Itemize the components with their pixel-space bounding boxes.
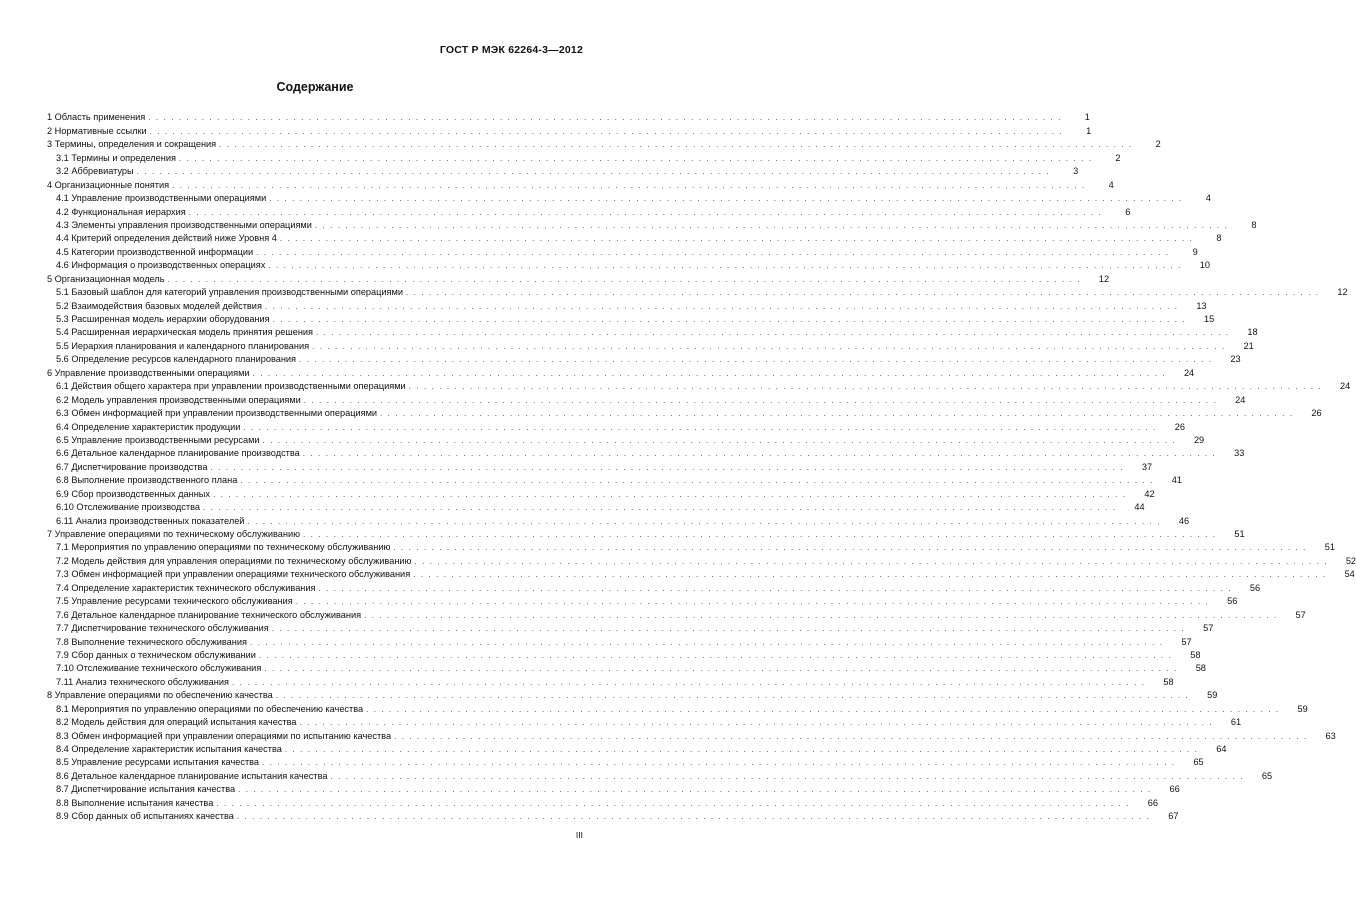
toc-entry[interactable] — [47, 513, 1190, 526]
toc-entry-title: 6.4 Определение характеристик продукции — [56, 421, 241, 432]
toc-entry-title: 5.6 Определение ресурсов календарного планирования — [56, 354, 297, 365]
toc-entry[interactable] — [47, 312, 1215, 325]
toc-entry-title: 7.7 Диспетчирование технического обслуживания — [56, 623, 269, 634]
toc-entry[interactable] — [47, 218, 1257, 231]
toc-entry-title: 8.4 Определение характеристик испытания качества — [56, 744, 282, 754]
toc-entry-page: 13 — [1196, 300, 1207, 311]
toc-entry-page: 23 — [1230, 354, 1241, 365]
toc-entry-page: 52 — [1345, 555, 1356, 566]
toc-entry-page: 65 — [1193, 757, 1204, 768]
dot-leader: . . . . . . . . . . . . . . . . . . . . . . . . . . . . . . . . . . . . . . . . . . . . . . . . . . . . . . . . . . . . . . . . . . . . . . . . . . . . . . . . . . . . . . . . . . . . . . . . . . . . . . . . . . . . . . . . . . . . . . . . — [264, 301, 1179, 311]
dot-leader: . . . . . . . . . . . . . . . . . . . . . . . . . . . . . . . . . . . . . . . . . . . . . . . . . . . . . . . . . . . . . . . . . . . . . . . . . . . . . . . . . . . . . . . . . . . . . . . . . . . . . . . . . . . . . . . . . . . . . . . . — [212, 489, 1127, 499]
dot-leader: . . . . . . . . . . . . . . . . . . . . . . . . . . . . . . . . . . . . . . . . . . . . . . . . . . . . . . . . . . . . . . . . . . . . . . . . . . . . . . . . . . . . . . . . . . . . . . . . . . . . . . . . . . . . . . . . . . . . . . . . — [178, 153, 1093, 163]
dot-leader: . . . . . . . . . . . . . . . . . . . . . . . . . . . . . . . . . . . . . . . . . . . . . . . . . . . . . . . . . . . . . . . . . . . . . . . . . . . . . . . . . . . . . . . . . . . . . . . . . . . . . . . . . . . . . . . . . . . . . . . . — [202, 503, 1117, 513]
toc-entry[interactable] — [47, 540, 1336, 553]
dot-leader: . . . . . . . . . . . . . . . . . . . . . . . . . . . . . . . . . . . . . . . . . . . . . . . . . . . . . . . . . . . . . . . . . . . . . . . . . . . . . . . . . . . . . . . . . . . . . . . . . . . . . . . . . . . . . . . . . . . . . . . . — [413, 570, 1327, 580]
toc-entry-title: 4.2 Функциональная иерархия — [56, 206, 186, 217]
toc-entry-title: 5.3 Расширенная модель иерархии оборудования — [56, 314, 270, 324]
toc-entry-title: 3.1 Термины и определения — [56, 152, 176, 163]
toc-entry-page: 61 — [1230, 717, 1242, 728]
toc-entry[interactable] — [47, 661, 1206, 674]
toc-entry[interactable] — [47, 285, 1348, 298]
toc-entry[interactable] — [47, 244, 1198, 257]
dot-leader: . . . . . . . . . . . . . . . . . . . . . . . . . . . . . . . . . . . . . . . . . . . . . . . . . . . . . . . . . . . . . . . . . . . . . . . . . . . . . . . . . . . . . . . . . . . . . . . . . . . . . . . . . . . . . . . . . . . . . . . . — [394, 731, 1308, 741]
toc-entry-title: 8.8 Выполнение испытания качества — [56, 797, 214, 808]
toc-entry[interactable] — [47, 338, 1254, 351]
toc-entry-title: 6.8 Выполнение производственного плана — [56, 475, 238, 486]
toc-entry[interactable] — [47, 782, 1180, 795]
toc-entry-page: 57 — [1295, 609, 1306, 620]
dot-leader: . . . . . . . . . . . . . . . . . . . . . . . . . . . . . . . . . . . . . . . . . . . . . . . . . . . . . . . . . . . . . . . . . . . . . . . . . . . . . . . . . . . . . . . . . . . . . . . . . . . . . . . . . . . . . . . . . . . . . . . . — [238, 785, 1152, 795]
toc-entry[interactable] — [47, 621, 1214, 634]
dot-leader: . . . . . . . . . . . . . . . . . . . . . . . . . . . . . . . . . . . . . . . . . . . . . . . . . . . . . . . . . . . . . . . . . . . . . . . . . . . . . . . . . . . . . . . . . . . . . . . . . . . . . . . . . . . . . . . . . . . . . . . . — [405, 288, 1320, 298]
toc-entry-title: 5.4 Расширенная иерархическая модель принятия решения — [56, 327, 314, 338]
dot-leader: . . . . . . . . . . . . . . . . . . . . . . . . . . . . . . . . . . . . . . . . . . . . . . . . . . . . . . . . . . . . . . . . . . . . . . . . . . . . . . . . . . . . . . . . . . . . . . . . . . . . . . . . . . . . . . . . . . . . . . . . — [219, 140, 1133, 150]
toc-entry-page: 64 — [1216, 744, 1227, 754]
toc-entry-title: 6.1 Действия общего характера при управлении производственными операциями — [56, 381, 406, 392]
toc-entry-page: 65 — [1261, 770, 1273, 781]
toc-entry[interactable] — [47, 365, 1195, 378]
toc-entry-page: 44 — [1134, 502, 1145, 513]
toc-entry-title: 8.2 Модель действия для операций испытания качества — [56, 717, 297, 728]
toc-entry-title: 7 Управление операциями по техническому обслуживанию — [47, 529, 300, 539]
toc-entry-title: 4 Организационные понятия — [47, 179, 170, 190]
toc-entry-page: 37 — [1141, 461, 1153, 472]
toc-entry-title: 8.6 Детальное календарное планирование испытания качества — [56, 770, 328, 781]
toc-entry-title: 8.5 Управление ресурсами испытания качества — [56, 757, 260, 768]
toc-entry-title: 4.3 Элементы управления производственными операциями — [56, 219, 312, 230]
dot-leader: . . . . . . . . . . . . . . . . . . . . . . . . . . . . . . . . . . . . . . . . . . . . . . . . . . . . . . . . . . . . . . . . . . . . . . . . . . . . . . . . . . . . . . . . . . . . . . . . . . . . . . . . . . . . . . . . . . . . . . . . — [408, 382, 1323, 392]
dot-leader: . . . . . . . . . . . . . . . . . . . . . . . . . . . . . . . . . . . . . . . . . . . . . . . . . . . . . . . . . . . . . . . . . . . . . . . . . . . . . . . . . . . . . . . . . . . . . . . . . . . . . . . . . . . . . . . . . . . . . . . . — [318, 583, 1233, 593]
dot-leader: . . . . . . . . . . . . . . . . . . . . . . . . . . . . . . . . . . . . . . . . . . . . . . . . . . . . . . . . . . . . . . . . . . . . . . . . . . . . . . . . . . . . . . . . . . . . . . . . . . . . . . . . . . . . . . . . . . . . . . . . — [303, 530, 1217, 539]
toc-entry-page: 58 — [1163, 676, 1174, 687]
toc-entry-page: 59 — [1207, 690, 1218, 701]
toc-entry-title: 4.6 Информация о производственных операциях — [56, 260, 266, 271]
toc-entry[interactable] — [47, 688, 1218, 701]
dot-leader: . . . . . . . . . . . . . . . . . . . . . . . . . . . . . . . . . . . . . . . . . . . . . . . . . . . . . . . . . . . . . . . . . . . . . . . . . . . . . . . . . . . . . . . . . . . . . . . . . . . . . . . . . . . . . . . . . . . . . . . . — [240, 476, 1154, 486]
dot-leader: . . . . . . . . . . . . . . . . . . . . . . . . . . . . . . . . . . . . . . . . . . . . . . . . . . . . . . . . . . . . . . . . . . . . . . . . . . . . . . . . . . . . . . . . . . . . . . . . . . . . . . . . . . . . . . . . . . . . . . . . — [316, 328, 1230, 338]
toc-entry-title: 8.9 Сбор данных об испытаниях качества — [56, 811, 234, 822]
toc-entry-title: 7.10 Отслеживание технического обслуживания — [56, 663, 262, 674]
dot-leader: . . . . . . . . . . . . . . . . . . . . . . . . . . . . . . . . . . . . . . . . . . . . . . . . . . . . . . . . . . . . . . . . . . . . . . . . . . . . . . . . . . . . . . . . . . . . . . . . . . . . . . . . . . . . . . . . . . . . . . . . — [414, 556, 1329, 566]
toc-entry[interactable] — [47, 768, 1273, 781]
dot-leader: . . . . . . . . . . . . . . . . . . . . . . . . . . . . . . . . . . . . . . . . . . . . . . . . . . . . . . . . . . . . . . . . . . . . . . . . . . . . . . . . . . . . . . . . . . . . . . . . . . . . . . . . . . . . . . . . . . . . . . . . — [299, 718, 1214, 728]
toc-entry[interactable] — [47, 137, 1161, 150]
table-of-contents — [47, 110, 1356, 822]
toc-entry-page: 8 — [1216, 233, 1222, 244]
dot-leader: . . . . . . . . . . . . . . . . . . . . . . . . . . . . . . . . . . . . . . . . . . . . . . . . . . . . . . . . . . . . . . . . . . . . . . . . . . . . . . . . . . . . . . . . . . . . . . . . . . . . . . . . . . . . . . . . . . . . . . . . — [210, 462, 1125, 472]
toc-entry[interactable] — [47, 567, 1355, 580]
dot-leader: . . . . . . . . . . . . . . . . . . . . . . . . . . . . . . . . . . . . . . . . . . . . . . . . . . . . . . . . . . . . . . . . . . . . . . . . . . . . . . . . . . . . . . . . . . . . . . . . . . . . . . . . . . . . . . . . . . . . . . . . — [264, 664, 1178, 674]
toc-entry[interactable] — [47, 459, 1153, 472]
toc-entry[interactable] — [47, 406, 1322, 419]
dot-leader: . . . . . . . . . . . . . . . . . . . . . . . . . . . . . . . . . . . . . . . . . . . . . . . . . . . . . . . . . . . . . . . . . . . . . . . . . . . . . . . . . . . . . . . . . . . . . . . . . . . . . . . . . . . . . . . . . . . . . . . . — [275, 691, 1190, 701]
toc-entry-page: 29 — [1193, 434, 1205, 445]
toc-entry[interactable] — [47, 728, 1336, 741]
toc-entry-page: 58 — [1195, 663, 1206, 674]
toc-entry-page: 24 — [1340, 381, 1351, 392]
toc-entry-title: 5 Организационная модель — [47, 273, 165, 284]
dot-leader: . . . . . . . . . . . . . . . . . . . . . . . . . . . . . . . . . . . . . . . . . . . . . . . . . . . . . . . . . . . . . . . . . . . . . . . . . . . . . . . . . . . . . . . . . . . . . . . . . . . . . . . . . . . . . . . . . . . . . . . . — [236, 812, 1151, 822]
toc-entry-page: 57 — [1203, 623, 1214, 634]
dot-leader: . . . . . . . . . . . . . . . . . . . . . . . . . . . . . . . . . . . . . . . . . . . . . . . . . . . . . . . . . . . . . . . . . . . . . . . . . . . . . . . . . . . . . . . . . . . . . . . . . . . . . . . . . . . . . . . . . . . . . . . . — [243, 422, 1157, 432]
dot-leader: . . . . . . . . . . . . . . . . . . . . . . . . . . . . . . . . . . . . . . . . . . . . . . . . . . . . . . . . . . . . . . . . . . . . . . . . . . . . . . . . . . . . . . . . . . . . . . . . . . . . . . . . . . . . . . . . . . . . . . . . — [258, 650, 1173, 660]
toc-entry-title: 7.9 Сбор данных о техническом обслуживании — [56, 649, 256, 660]
toc-entry-page: 21 — [1243, 340, 1254, 351]
toc-entry[interactable] — [47, 634, 1192, 647]
toc-entry-title: 6.3 Обмен информацией при управлении производственными операциями — [56, 408, 378, 419]
toc-entry-page: 66 — [1147, 797, 1158, 808]
toc-entry-page: 42 — [1144, 488, 1155, 499]
toc-entry-title: 8.7 Диспетчирование испытания качества — [56, 784, 236, 795]
toc-entry-page: 4 — [1205, 193, 1211, 204]
toc-entry-page: 2 — [1155, 139, 1161, 150]
toc-entry-page: 33 — [1234, 448, 1245, 459]
toc-entry-page: 8 — [1251, 219, 1257, 230]
toc-entry[interactable] — [47, 527, 1245, 540]
dot-leader: . . . . . . . . . . . . . . . . . . . . . . . . . . . . . . . . . . . . . . . . . . . . . . . . . . . . . . . . . . . . . . . . . . . . . . . . . . . . . . . . . . . . . . . . . . . . . . . . . . . . . . . . . . . . . . . . . . . . . . . . — [188, 207, 1103, 217]
toc-entry[interactable] — [47, 674, 1174, 687]
toc-entry-title: 7.5 Управление ресурсами технического обслуживания — [56, 596, 293, 607]
dot-leader: . . . . . . . . . . . . . . . . . . . . . . . . . . . . . . . . . . . . . . . . . . . . . . . . . . . . . . . . . . . . . . . . . . . . . . . . . . . . . . . . . . . . . . . . . . . . . . . . . . . . . . . . . . . . . . . . . . . . . . . . — [295, 597, 1210, 607]
toc-entry[interactable] — [47, 419, 1185, 432]
toc-entry[interactable] — [47, 298, 1207, 311]
dot-leader: . . . . . . . . . . . . . . . . . . . . . . . . . . . . . . . . . . . . . . . . . . . . . . . . . . . . . . . . . . . . . . . . . . . . . . . . . . . . . . . . . . . . . . . . . . . . . . . . . . . . . . . . . . . . . . . . . . . . . . . . — [299, 355, 1213, 365]
toc-entry[interactable] — [47, 809, 1179, 822]
toc-entry[interactable] — [47, 191, 1211, 204]
dot-leader: . . . . . . . . . . . . . . . . . . . . . . . . . . . . . . . . . . . . . . . . . . . . . . . . . . . . . . . . . . . . . . . . . . . . . . . . . . . . . . . . . . . . . . . . . . . . . . . . . . . . . . . . . . . . . . . . . . . . . . . . — [148, 113, 1062, 123]
toc-entry[interactable] — [47, 231, 1222, 244]
toc-entry[interactable] — [47, 580, 1261, 593]
toc-entry-page: 66 — [1169, 784, 1180, 795]
toc-entry-page: 41 — [1171, 475, 1182, 486]
dot-leader: . . . . . . . . . . . . . . . . . . . . . . . . . . . . . . . . . . . . . . . . . . . . . . . . . . . . . . . . . . . . . . . . . . . . . . . . . . . . . . . . . . . . . . . . . . . . . . . . . . . . . . . . . . . . . . . . . . . . . . . . — [167, 274, 1082, 284]
toc-entry[interactable] — [47, 701, 1308, 714]
toc-entry[interactable] — [47, 500, 1145, 513]
toc-entry[interactable] — [47, 204, 1131, 217]
toc-entry-title: 7.6 Детальное календарное планирование технического обслуживания — [56, 609, 362, 620]
toc-entry-title: 6.10 Отслеживание производства — [56, 502, 200, 513]
toc-entry-title: 6.9 Сбор производственных данных — [56, 488, 210, 499]
dot-leader: . . . . . . . . . . . . . . . . . . . . . . . . . . . . . . . . . . . . . . . . . . . . . . . . . . . . . . . . . . . . . . . . . . . . . . . . . . . . . . . . . . . . . . . . . . . . . . . . . . . . . . . . . . . . . . . . . . . . . . . . — [256, 247, 1170, 257]
toc-entry-page: 63 — [1325, 730, 1336, 741]
toc-entry-title: 8 Управление операциями по обеспечению качества — [47, 690, 273, 701]
toc-entry-title: 6.7 Диспетчирование производства — [56, 461, 208, 472]
toc-entry-title: 1 Область применения — [47, 112, 146, 123]
toc-entry-title: 6.6 Детальное календарное планирование производства — [56, 448, 300, 459]
toc-entry-title: 8.1 Мероприятия по управлению операциями по обеспечению качества — [56, 703, 364, 714]
toc-entry[interactable] — [47, 755, 1204, 768]
toc-entry[interactable] — [47, 473, 1182, 486]
toc-entry-title: 6.2 Модель управления производственными операциями — [56, 394, 301, 405]
dot-leader: . . . . . . . . . . . . . . . . . . . . . . . . . . . . . . . . . . . . . . . . . . . . . . . . . . . . . . . . . . . . . . . . . . . . . . . . . . . . . . . . . . . . . . . . . . . . . . . . . . . . . . . . . . . . . . . . . . . . . . . . — [314, 220, 1229, 230]
toc-entry[interactable] — [47, 258, 1210, 271]
dot-leader: . . . . . . . . . . . . . . . . . . . . . . . . . . . . . . . . . . . . . . . . . . . . . . . . . . . . . . . . . . . . . . . . . . . . . . . . . . . . . . . . . . . . . . . . . . . . . . . . . . . . . . . . . . . . . . . . . . . . . . . . — [262, 435, 1177, 445]
toc-entry[interactable] — [47, 715, 1242, 728]
toc-entry-page: 26 — [1174, 421, 1185, 432]
dot-leader: . . . . . . . . . . . . . . . . . . . . . . . . . . . . . . . . . . . . . . . . . . . . . . . . . . . . . . . . . . . . . . . . . . . . . . . . . . . . . . . . . . . . . . . . . . . . . . . . . . . . . . . . . . . . . . . . . . . . . . . . — [252, 368, 1167, 378]
toc-entry[interactable] — [47, 607, 1306, 620]
toc-entry-title: 7.2 Модель действия для управления операциями по техническому обслуживанию — [56, 555, 412, 566]
toc-entry-page: 4 — [1108, 179, 1114, 190]
dot-leader: . . . . . . . . . . . . . . . . . . . . . . . . . . . . . . . . . . . . . . . . . . . . . . . . . . . . . . . . . . . . . . . . . . . . . . . . . . . . . . . . . . . . . . . . . . . . . . . . . . . . . . . . . . . . . . . . . . . . . . . . — [216, 798, 1130, 808]
toc-entry-page: 18 — [1247, 327, 1258, 338]
toc-entry-page: 67 — [1168, 811, 1179, 822]
toc-entry-page: 10 — [1199, 260, 1210, 271]
toc-entry[interactable] — [47, 123, 1092, 136]
dot-leader: . . . . . . . . . . . . . . . . . . . . . . . . . . . . . . . . . . . . . . . . . . . . . . . . . . . . . . . . . . . . . . . . . . . . . . . . . . . . . . . . . . . . . . . . . . . . . . . . . . . . . . . . . . . . . . . . . . . . . . . . — [380, 409, 1294, 419]
toc-entry-page: 24 — [1235, 394, 1246, 405]
toc-entry-title: 4.1 Управление производственными операциями — [56, 193, 267, 204]
toc-entry[interactable] — [47, 486, 1155, 499]
toc-entry-page: 1 — [1086, 125, 1092, 136]
toc-entry-page: 26 — [1311, 408, 1322, 419]
toc-entry-page: 3 — [1073, 166, 1079, 177]
toc-entry[interactable] — [47, 150, 1121, 163]
toc-entry-title: 4.5 Категории производственной информации — [56, 246, 254, 257]
toc-entry-title: 6.11 Анализ производственных показателей — [56, 515, 245, 526]
toc-entry[interactable] — [47, 271, 1110, 284]
toc-entry[interactable] — [47, 594, 1238, 607]
toc-entry-page: 54 — [1344, 569, 1355, 580]
toc-entry-page: 58 — [1190, 649, 1201, 660]
toc-entry-page: 9 — [1192, 246, 1198, 257]
dot-leader: . . . . . . . . . . . . . . . . . . . . . . . . . . . . . . . . . . . . . . . . . . . . . . . . . . . . . . . . . . . . . . . . . . . . . . . . . . . . . . . . . . . . . . . . . . . . . . . . . . . . . . . . . . . . . . . . . . . . . . . . — [149, 126, 1064, 136]
toc-entry-page: 12 — [1337, 287, 1348, 298]
toc-entry-page: 2 — [1115, 152, 1121, 163]
toc-title: Содержание — [276, 80, 354, 94]
dot-leader: . . . . . . . . . . . . . . . . . . . . . . . . . . . . . . . . . . . . . . . . . . . . . . . . . . . . . . . . . . . . . . . . . . . . . . . . . . . . . . . . . . . . . . . . . . . . . . . . . . . . . . . . . . . . . . . . . . . . . . . . — [303, 395, 1218, 405]
page-number: III — [575, 830, 583, 840]
dot-leader: . . . . . . . . . . . . . . . . . . . . . . . . . . . . . . . . . . . . . . . . . . . . . . . . . . . . . . . . . . . . . . . . . . . . . . . . . . . . . . . . . . . . . . . . . . . . . . . . . . . . . . . . . . . . . . . . . . . . . . . . — [330, 771, 1245, 781]
dot-leader: . . . . . . . . . . . . . . . . . . . . . . . . . . . . . . . . . . . . . . . . . . . . . . . . . . . . . . . . . . . . . . . . . . . . . . . . . . . . . . . . . . . . . . . . . . . . . . . . . . . . . . . . . . . . . . . . . . . . . . . . — [249, 637, 1164, 647]
dot-leader: . . . . . . . . . . . . . . . . . . . . . . . . . . . . . . . . . . . . . . . . . . . . . . . . . . . . . . . . . . . . . . . . . . . . . . . . . . . . . . . . . . . . . . . . . . . . . . . . . . . . . . . . . . . . . . . . . . . . . . . . — [269, 194, 1183, 204]
toc-entry-page: 51 — [1234, 529, 1245, 539]
toc-entry-page: 1 — [1084, 112, 1090, 123]
toc-entry[interactable] — [47, 648, 1201, 661]
toc-entry-page: 15 — [1204, 314, 1215, 324]
toc-entry[interactable] — [47, 392, 1246, 405]
document-header: ГОСТ Р МЭК 62264-3—2012 — [439, 44, 583, 56]
toc-entry-title: 6.5 Управление производственными ресурсами — [56, 434, 260, 445]
toc-entry-title: 5.1 Базовый шаблон для категорий управления производственными операциями — [56, 287, 403, 298]
toc-entry-page: 6 — [1125, 206, 1131, 217]
toc-entry-title: 7.3 Обмен информацией при управлении операциями технического обслуживания — [56, 569, 411, 580]
toc-entry[interactable] — [47, 164, 1079, 177]
dot-leader: . . . . . . . . . . . . . . . . . . . . . . . . . . . . . . . . . . . . . . . . . . . . . . . . . . . . . . . . . . . . . . . . . . . . . . . . . . . . . . . . . . . . . . . . . . . . . . . . . . . . . . . . . . . . . . . . . . . . . . . . — [272, 315, 1187, 324]
toc-entry[interactable] — [47, 553, 1356, 566]
toc-entry[interactable] — [47, 433, 1205, 446]
toc-entry-title: 3 Термины, определения и сокращения — [47, 139, 217, 150]
dot-leader: . . . . . . . . . . . . . . . . . . . . . . . . . . . . . . . . . . . . . . . . . . . . . . . . . . . . . . . . . . . . . . . . . . . . . . . . . . . . . . . . . . . . . . . . . . . . . . . . . . . . . . . . . . . . . . . . . . . . . . . . — [136, 167, 1051, 177]
toc-entry-page: 12 — [1098, 273, 1110, 284]
toc-entry-title: 3.2 Аббревиатуры — [56, 166, 134, 177]
dot-leader: . . . . . . . . . . . . . . . . . . . . . . . . . . . . . . . . . . . . . . . . . . . . . . . . . . . . . . . . . . . . . . . . . . . . . . . . . . . . . . . . . . . . . . . . . . . . . . . . . . . . . . . . . . . . . . . . . . . . . . . . — [366, 704, 1280, 714]
toc-entry-page: 59 — [1297, 703, 1308, 714]
toc-entry-page: 56 — [1227, 596, 1238, 607]
toc-entry-title: 5.2 Взаимодействия базовых моделей действия — [56, 300, 262, 311]
dot-leader: . . . . . . . . . . . . . . . . . . . . . . . . . . . . . . . . . . . . . . . . . . . . . . . . . . . . . . . . . . . . . . . . . . . . . . . . . . . . . . . . . . . . . . . . . . . . . . . . . . . . . . . . . . . . . . . . . . . . . . . . — [393, 543, 1308, 553]
toc-entry-page: 46 — [1178, 515, 1190, 526]
dot-leader: . . . . . . . . . . . . . . . . . . . . . . . . . . . . . . . . . . . . . . . . . . . . . . . . . . . . . . . . . . . . . . . . . . . . . . . . . . . . . . . . . . . . . . . . . . . . . . . . . . . . . . . . . . . . . . . . . . . . . . . . — [247, 516, 1162, 526]
toc-entry[interactable] — [47, 325, 1258, 338]
toc-entry[interactable] — [47, 446, 1245, 459]
dot-leader: . . . . . . . . . . . . . . . . . . . . . . . . . . . . . . . . . . . . . . . . . . . . . . . . . . . . . . . . . . . . . . . . . . . . . . . . . . . . . . . . . . . . . . . . . . . . . . . . . . . . . . . . . . . . . . . . . . . . . . . . — [284, 745, 1199, 754]
toc-entry-title: 2 Нормативные ссылки — [47, 125, 147, 136]
toc-entry-page: 24 — [1183, 367, 1195, 378]
toc-entry-title: 8.3 Обмен информацией при управлении операциями по испытанию качества — [56, 730, 392, 741]
dot-leader: . . . . . . . . . . . . . . . . . . . . . . . . . . . . . . . . . . . . . . . . . . . . . . . . . . . . . . . . . . . . . . . . . . . . . . . . . . . . . . . . . . . . . . . . . . . . . . . . . . . . . . . . . . . . . . . . . . . . . . . . — [364, 610, 1278, 620]
toc-entry-page: 57 — [1181, 636, 1192, 647]
toc-entry-title: 6 Управление производственными операциями — [47, 367, 250, 378]
toc-entry[interactable] — [47, 110, 1090, 123]
toc-entry-title: 7.11 Анализ технического обслуживания — [56, 676, 229, 687]
dot-leader: . . . . . . . . . . . . . . . . . . . . . . . . . . . . . . . . . . . . . . . . . . . . . . . . . . . . . . . . . . . . . . . . . . . . . . . . . . . . . . . . . . . . . . . . . . . . . . . . . . . . . . . . . . . . . . . . . . . . . . . . — [268, 261, 1182, 271]
dot-leader: . . . . . . . . . . . . . . . . . . . . . . . . . . . . . . . . . . . . . . . . . . . . . . . . . . . . . . . . . . . . . . . . . . . . . . . . . . . . . . . . . . . . . . . . . . . . . . . . . . . . . . . . . . . . . . . . . . . . . . . . — [302, 449, 1217, 459]
toc-entry[interactable] — [47, 177, 1114, 190]
dot-leader: . . . . . . . . . . . . . . . . . . . . . . . . . . . . . . . . . . . . . . . . . . . . . . . . . . . . . . . . . . . . . . . . . . . . . . . . . . . . . . . . . . . . . . . . . . . . . . . . . . . . . . . . . . . . . . . . . . . . . . . . — [172, 180, 1086, 190]
dot-leader: . . . . . . . . . . . . . . . . . . . . . . . . . . . . . . . . . . . . . . . . . . . . . . . . . . . . . . . . . . . . . . . . . . . . . . . . . . . . . . . . . . . . . . . . . . . . . . . . . . . . . . . . . . . . . . . . . . . . . . . . — [271, 624, 1186, 634]
toc-entry-page: 51 — [1324, 542, 1336, 553]
dot-leader: . . . . . . . . . . . . . . . . . . . . . . . . . . . . . . . . . . . . . . . . . . . . . . . . . . . . . . . . . . . . . . . . . . . . . . . . . . . . . . . . . . . . . . . . . . . . . . . . . . . . . . . . . . . . . . . . . . . . . . . . — [279, 234, 1194, 244]
toc-entry[interactable] — [47, 352, 1241, 365]
toc-entry[interactable] — [47, 742, 1227, 755]
toc-entry[interactable] — [47, 795, 1158, 808]
dot-leader: . . . . . . . . . . . . . . . . . . . . . . . . . . . . . . . . . . . . . . . . . . . . . . . . . . . . . . . . . . . . . . . . . . . . . . . . . . . . . . . . . . . . . . . . . . . . . . . . . . . . . . . . . . . . . . . . . . . . . . . . — [231, 677, 1146, 687]
toc-entry-title: 7.1 Мероприятия по управлению операциями по техническому обслуживанию — [56, 542, 391, 553]
toc-entry-title: 5.5 Иерархия планирования и календарного планирования — [56, 340, 310, 351]
toc-entry[interactable] — [47, 379, 1351, 392]
toc-entry-title: 7.4 Определение характеристик технического обслуживания — [56, 582, 316, 593]
toc-entry-page: 56 — [1249, 582, 1261, 593]
toc-entry-title: 7.8 Выполнение технического обслуживания — [56, 636, 247, 647]
dot-leader: . . . . . . . . . . . . . . . . . . . . . . . . . . . . . . . . . . . . . . . . . . . . . . . . . . . . . . . . . . . . . . . . . . . . . . . . . . . . . . . . . . . . . . . . . . . . . . . . . . . . . . . . . . . . . . . . . . . . . . . . — [262, 758, 1176, 768]
toc-entry-title: 4.4 Критерий определения действий ниже Уровня 4 — [56, 233, 277, 244]
dot-leader: . . . . . . . . . . . . . . . . . . . . . . . . . . . . . . . . . . . . . . . . . . . . . . . . . . . . . . . . . . . . . . . . . . . . . . . . . . . . . . . . . . . . . . . . . . . . . . . . . . . . . . . . . . . . . . . . . . . . . . . . — [312, 341, 1226, 351]
